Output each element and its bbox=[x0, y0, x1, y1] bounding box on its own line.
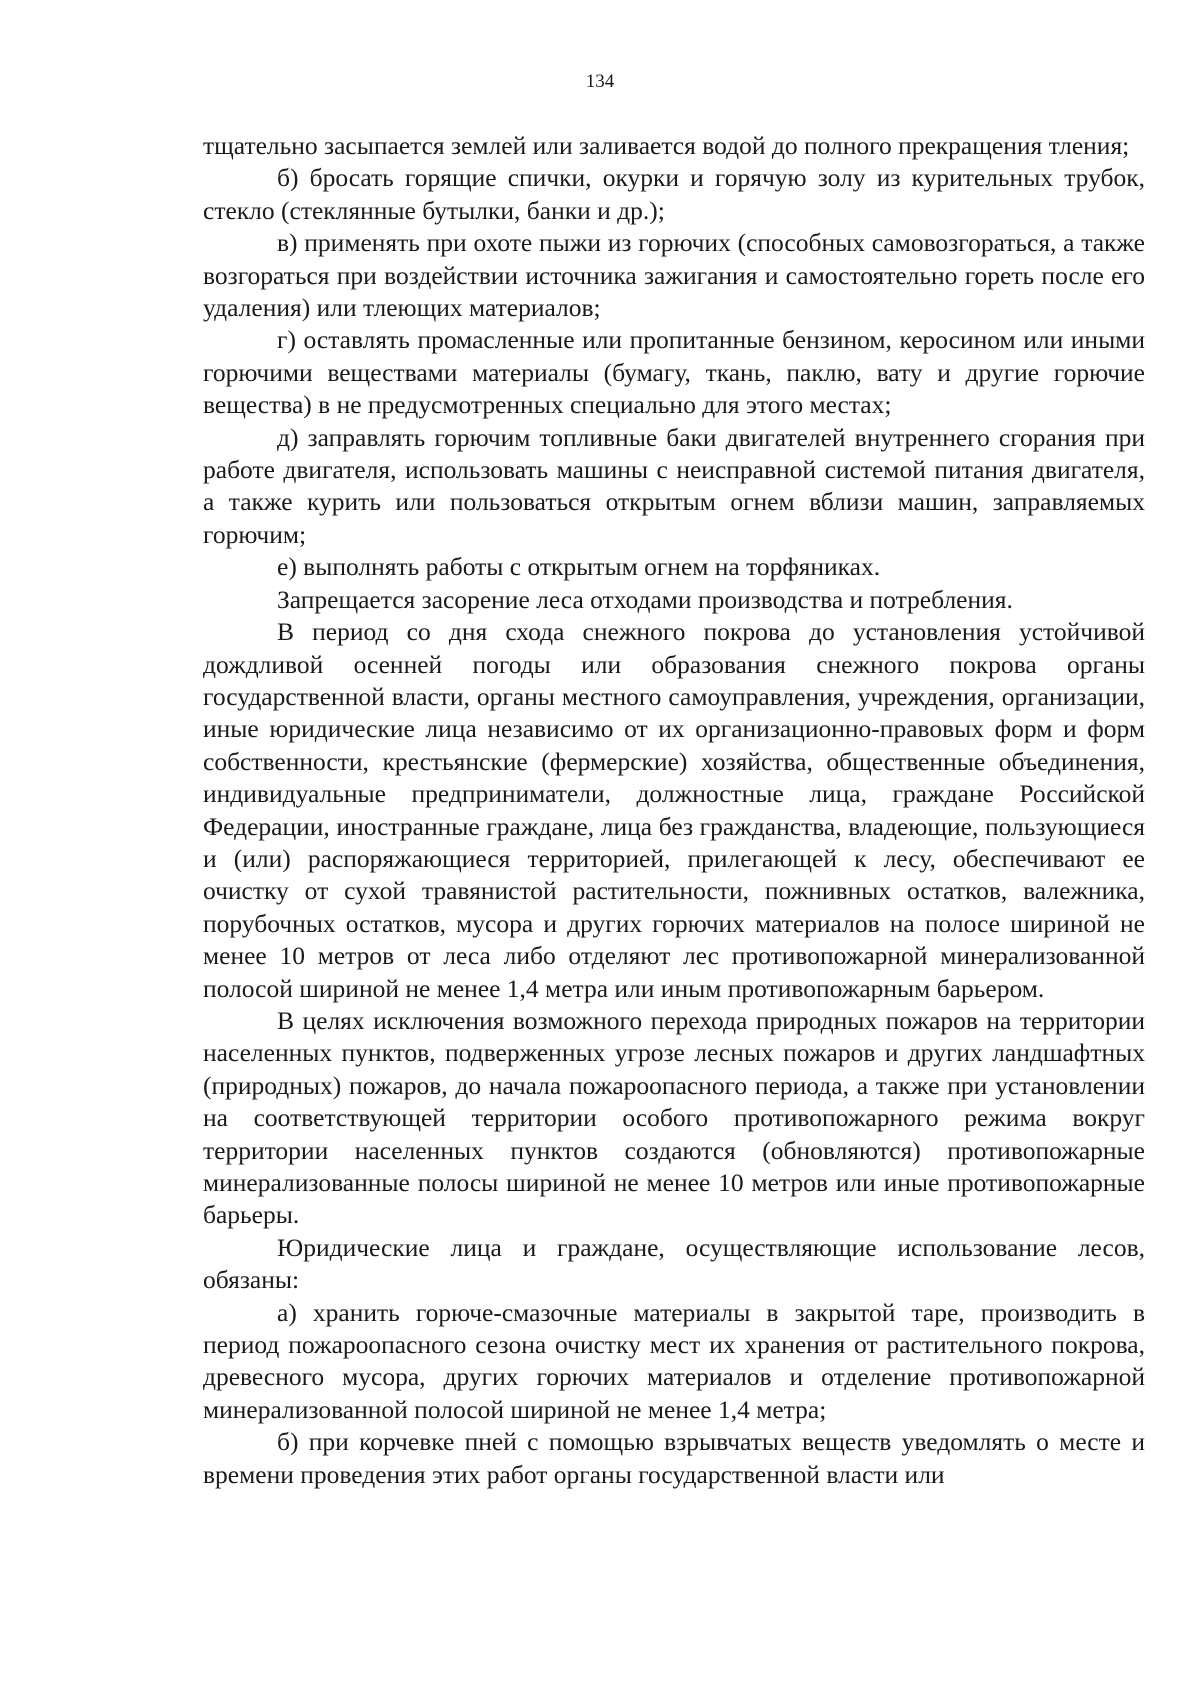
paragraph-littering: Запрещается засорение леса отходами производства и потребления. bbox=[277, 584, 1013, 614]
paragraph-territory-clearing: В период со дня схода снежного покрова до установления устойчивой дождливой осенней погоды или образования снежного покрова органы государственной власти, органы местного самоуправления, учреждения, организации, иные юридические лица независимо от их организационно-правовых форм и форм собственности, крестьянские (фермерские) хозяйства, общественные объединения, индивидуальные предприниматели, должностные лица, граждане Российской Федерации, иностранные граждане, лица без гражданства, владеющие, пользующиеся и (или) распоряжающиеся территорией, прилегающей к лесу, обеспечивают ее очистку от сухой травянистой растительности, пожнивных остатков, валежника, порубочных остатков, мусора и других горючих материалов на полосе шириной не менее 10 метров от леса либо отделяют лес противопожарной минерализованной полосой шириной не менее 1,4 метра или иным противопожарным барьером. bbox=[203, 617, 1145, 1003]
list-item-a-fuel-storage: а) хранить горюче-смазочные материалы в закрытой таре, производить в период пожароопасного сезона очистку мест их хранения от растительного покрова, древесного мусора, других горючих материалов и отделение противопожарной минерализованной полосой шириной не менее 1,4 метра; bbox=[203, 1297, 1145, 1424]
paragraph-firebreaks: В целях исключения возможного перехода природных пожаров на территории населенных пунктов, подверженных угрозе лесных пожаров и других ландшафтных (природных) пожаров, до начала пожароопасного периода, а также при установлении на соответствующей территории особого противопожарного режима вокруг территории населенных пунктов создаются (обновляются) противопожарные минерализованные полосы шириной не менее 10 метров или иные противопожарные барьеры. bbox=[203, 1005, 1145, 1230]
paragraph-obligations: Юридические лица и граждане, осуществляющие использование лесов, обязаны: bbox=[203, 1232, 1145, 1295]
page-number: 134 bbox=[585, 71, 615, 92]
list-item-e-peat-fire: е) выполнять работы с открытым огнем на торфяниках. bbox=[277, 552, 881, 582]
list-item-d-fuel-tanks: д) заправлять горючим топливные баки двигателей внутреннего сгорания при работе двигателя, использовать машины с неисправной системой питания двигателя, а также курить или пользоваться открытым огнем вблизи машин, заправляемых горючим; bbox=[203, 422, 1145, 549]
paragraph-continuation: тщательно засыпается землей или заливается водой до полного прекращения тления; bbox=[203, 131, 1130, 160]
list-item-v-hunting-wads: в) применять при охоте пыжи из горючих (способных самовозгораться, а также возгораться при воздействии источника зажигания и самостоятельно гореть после его удаления) или тлеющих материалов; bbox=[203, 228, 1145, 323]
list-item-g-oiled-materials: г) оставлять промасленные или пропитанные бензином, керосином или иными горючими веществами материалы (бумагу, ткань, паклю, вату и другие горючие вещества) в не предусмотренных специально для этого местах; bbox=[203, 325, 1145, 420]
list-item-b-explosives: б) при корчевке пней с помощью взрывчатых веществ уведомлять о месте и времени проведения этих работ органы государственной власти или bbox=[203, 1427, 1145, 1489]
document-body bbox=[203, 130, 1145, 1491]
list-item-b-matches: б) бросать горящие спички, окурки и горячую золу из курительных трубок, стекло (стеклянные бутылки, банки и др.); bbox=[203, 163, 1145, 225]
